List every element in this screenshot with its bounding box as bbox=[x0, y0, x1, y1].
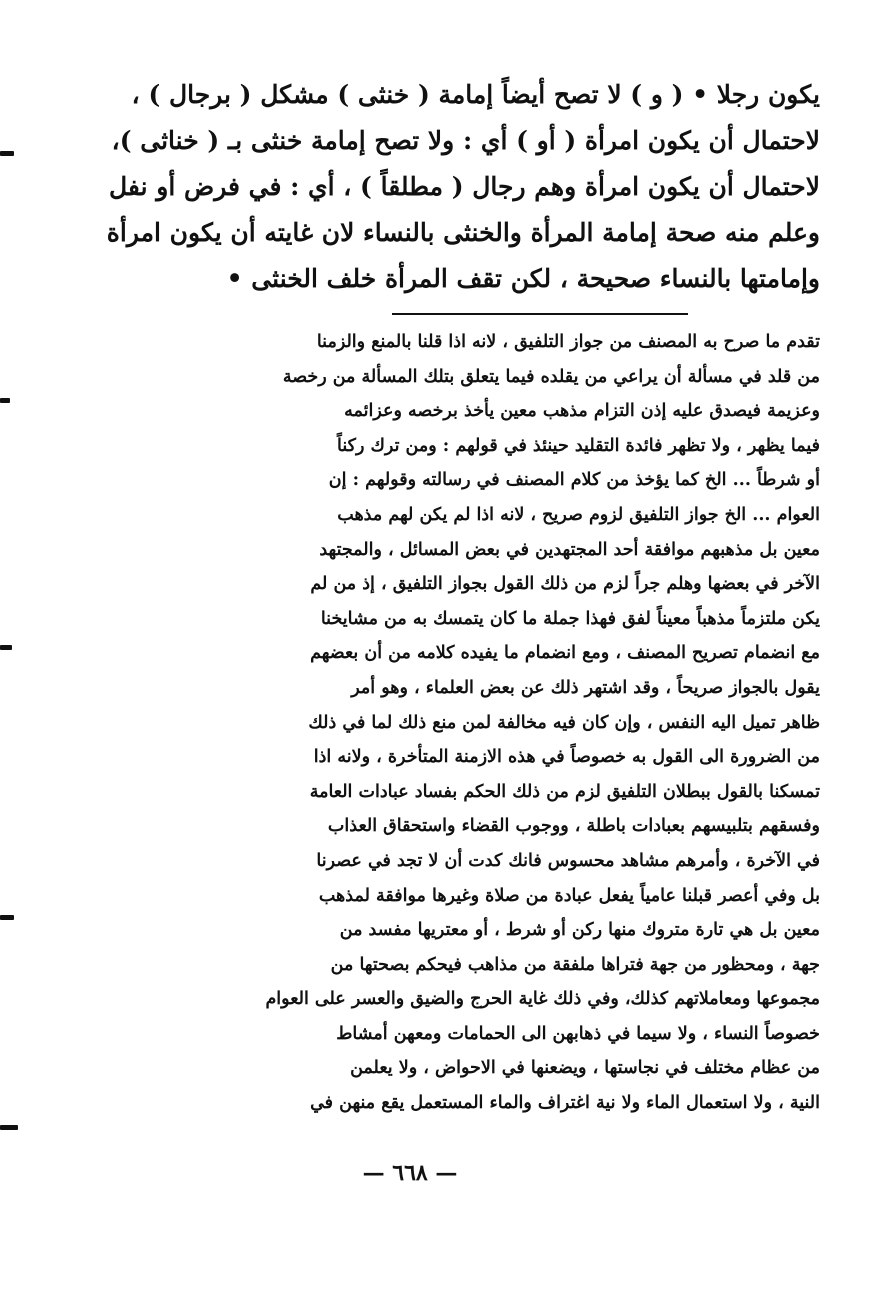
footnote-line: وعزيمة فيصدق عليه إذن التزام مذهب معين يأخذ برخصه وعزائمه bbox=[344, 401, 820, 422]
main-text-line: وعلم منه صحة إمامة المرأة والخنثى بالنساء لان غايته أن يكون امرأة bbox=[106, 218, 820, 247]
footnote-line: من عظام مختلف في نجاستها ، ويضعنها في الاحواض ، ولا يعلمن bbox=[350, 1058, 820, 1079]
scan-margin-mark bbox=[0, 1125, 18, 1130]
scan-margin-mark bbox=[0, 398, 10, 403]
footnote-separator-rule bbox=[392, 313, 688, 315]
footnote-line: فيما يظهر ، ولا تظهر فائدة التقليد حينئذ في قولهم : ومن ترك ركناً bbox=[337, 435, 820, 456]
scan-margin-mark bbox=[0, 645, 12, 650]
main-text-line: لاحتمال أن يكون امرأة وهم رجال ( مطلقاً ) ، أي : في فرض أو نفل bbox=[109, 172, 820, 201]
main-text-line: يكون رجلا • ( و ) لا تصح أيضاً إمامة ( خنثى ) مشكل ( برجال ) ، bbox=[131, 80, 820, 109]
footnote-line: الآخر في بعضها وهلم جراً لزم من ذلك القول بجواز التلفيق ، إذ من لم bbox=[310, 574, 820, 595]
footnote-line: ظاهر تميل اليه النفس ، وإن كان فيه مخالفة لمن منع ذلك لما في ذلك bbox=[308, 712, 820, 733]
scan-margin-mark bbox=[0, 151, 14, 156]
footnote-line: من قلد في مسألة أن يراعي من يقلده فيما يتعلق بتلك المسألة من رخصة bbox=[282, 366, 820, 387]
footnote-line: تمسكنا بالقول ببطلان التلفيق لزم من ذلك الحكم بفساد عبادات العامة bbox=[309, 781, 820, 802]
footnote-line: أو شرطاً ... الخ كما يؤخذ من كلام المصنف في رسالته وقولهم : إن bbox=[328, 470, 820, 491]
main-text-block bbox=[60, 72, 820, 302]
main-text-line: وإمامتها بالنساء صحيحة ، لكن تقف المرأة خلف الخنثى • bbox=[226, 264, 820, 293]
footnote-line: في الآخرة ، وأمرهم مشاهد محسوس فانك كدت أن لا تجد في عصرنا bbox=[316, 850, 820, 871]
footnote-line: وفسقهم بتلبيسهم بعبادات باطلة ، ووجوب القضاء واستحقاق العذاب bbox=[327, 816, 820, 837]
footnote-block bbox=[70, 325, 820, 1121]
footnote-line: بل وفي أعصر قبلنا عامياً يفعل عبادة من صلاة وغيرها موافقة لمذهب bbox=[318, 885, 820, 906]
footnote-line: من الضرورة الى القول به خصوصاً في هذه الازمنة المتأخرة ، ولانه اذا bbox=[313, 747, 820, 768]
footnote-line: العوام ... الخ جواز التلفيق لزوم صريح ، لانه اذا لم يكن لهم مذهب bbox=[337, 504, 820, 525]
footnote-line: معين بل مذهبهم موافقة أحد المجتهدين في بعض المسائل ، والمجتهد bbox=[319, 539, 820, 560]
footnote-line: تقدم ما صرح به المصنف من جواز التلفيق ، لانه اذا قلنا بالمنع والزمنا bbox=[316, 332, 820, 352]
footnote-line: النية ، ولا استعمال الماء ولا نية اغتراف والماء المستعمل يقع منهن في bbox=[310, 1093, 820, 1114]
footnote-line: يكن ملتزماً مذهباً معيناً لفق فهذا جملة ما كان يتمسك به من مشايخنا bbox=[320, 608, 820, 629]
footnote-line: مجموعها ومعاملاتهم كذلك، وفي ذلك غاية الحرج والضيق والعسر على العوام bbox=[265, 989, 820, 1010]
footnote-line: معين بل هي تارة متروك منها ركن أو شرط ، أو معتريها مفسد من bbox=[339, 920, 820, 941]
footnote-line: خصوصاً النساء ، ولا سيما في ذهابهن الى الحمامات ومعهن أمشاط bbox=[336, 1023, 820, 1044]
footnote-line: مع انضمام تصريح المصنف ، ومع انضمام ما يفيده كلامه من أن بعضهم bbox=[310, 643, 820, 664]
scan-margin-mark bbox=[0, 915, 14, 920]
page-number: — ٦٦٨ — bbox=[362, 1160, 458, 1186]
footnote-line: يقول بالجواز صريحاً ، وقد اشتهر ذلك عن بعض العلماء ، وهو أمر bbox=[351, 677, 820, 698]
footnote-line: جهة ، ومحظور من جهة فتراها ملفقة من مذاهب فيحكم بصحتها من bbox=[330, 954, 820, 975]
main-text-line: لاحتمال أن يكون امرأة ( أو ) أي : ولا تصح إمامة خنثى بـ ( خناثى )، bbox=[111, 126, 820, 155]
